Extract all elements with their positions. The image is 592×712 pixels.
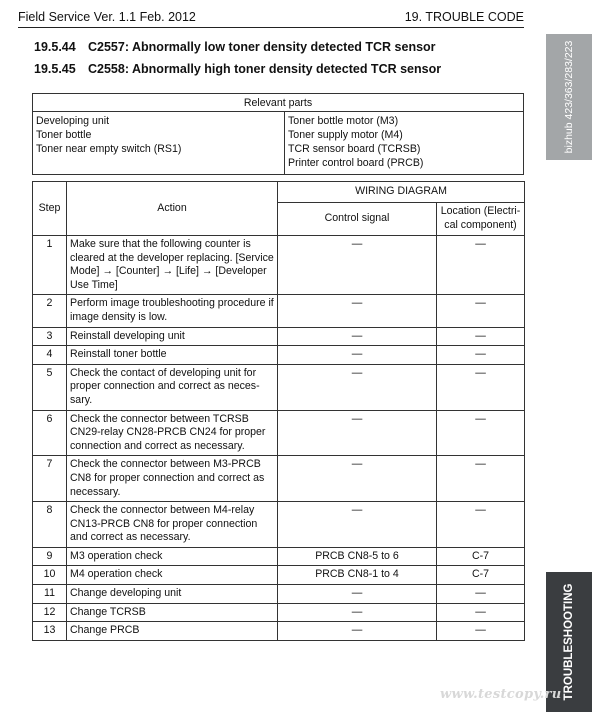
section-tab-label: TROUBLESHOOTING [563,583,575,701]
step-action: M3 operation check [67,547,278,566]
control-signal: — [278,236,437,295]
step-number: 1 [33,236,67,295]
control-signal: — [278,502,437,548]
step-action: Reinstall developing unit [67,327,278,346]
section-title: C2557: Abnormally low toner density detected TCR sensor [88,40,436,54]
step-number: 4 [33,346,67,365]
column-header-action: Action [67,182,278,236]
step-action: Check the connector between M4-relay CN13-PRCB CN8 for proper connection and correct as necessary. [67,502,278,548]
column-header-step: Step [33,182,67,236]
part-item: Developing unit [36,115,110,127]
troubleshooting-steps-table [32,181,525,641]
location: C-7 [437,547,525,566]
table-row [33,622,525,641]
step-action: Change TCRSB [67,603,278,622]
section-heading-c2557 [34,40,436,54]
control-signal: — [278,622,437,641]
location: — [437,456,525,502]
manual-version: Field Service Ver. 1.1 Feb. 2012 [18,10,196,24]
watermark: www.testcopy.ru [440,687,562,702]
part-item: Printer control board (PRCB) [288,157,424,169]
control-signal: — [278,410,437,456]
location: C-7 [437,566,525,585]
location: — [437,622,525,641]
location: — [437,327,525,346]
column-header-control-signal: Control signal [278,203,437,236]
header-divider [18,27,524,28]
step-number: 8 [33,502,67,548]
step-number: 12 [33,603,67,622]
model-name: bizhub 423/363/283/223 [563,40,575,154]
section-title: C2558: Abnormally high toner density detected TCR sensor [88,62,442,76]
control-signal: — [278,346,437,365]
control-signal: PRCB CN8-5 to 6 [278,547,437,566]
page-header [18,8,524,26]
table-row [33,236,525,295]
step-number: 10 [33,566,67,585]
table-row [33,456,525,502]
relevant-parts-table [32,93,524,175]
model-side-tab [546,34,592,160]
table-row [33,603,525,622]
part-item: TCR sensor board (TCRSB) [288,143,421,155]
step-number: 13 [33,622,67,641]
location: — [437,502,525,548]
step-action: Make sure that the following counter is cleared at the developer replacing. [Service Mode] → [Counter] → [Life] → [Developer Use Time] [67,236,278,295]
control-signal: — [278,603,437,622]
table-row [33,566,525,585]
table-row [33,547,525,566]
control-signal: — [278,295,437,327]
location: — [437,364,525,410]
part-item: Toner supply motor (M4) [288,129,403,141]
step-action: Reinstall toner bottle [67,346,278,365]
step-action: Change developing unit [67,585,278,604]
table-row [33,502,525,548]
control-signal: — [278,327,437,346]
step-action: Check the contact of developing unit for proper connection and correct as neces-sary. [67,364,278,410]
control-signal: — [278,364,437,410]
table-row [33,585,525,604]
step-number: 2 [33,295,67,327]
location: — [437,585,525,604]
part-item: Toner bottle [36,129,92,141]
relevant-parts-left [33,112,285,175]
location: — [437,295,525,327]
table-row [33,295,525,327]
location: — [437,346,525,365]
control-signal: — [278,585,437,604]
location: — [437,236,525,295]
location: — [437,603,525,622]
column-header-location: Location (Electri-cal component) [437,203,525,236]
section-number: 19.5.45 [34,62,76,76]
section-heading-c2558 [34,62,441,76]
step-action: M4 operation check [67,566,278,585]
table-row [33,364,525,410]
step-action: Perform image troubleshooting procedure if image density is low. [67,295,278,327]
step-number: 7 [33,456,67,502]
relevant-parts-right [285,112,524,175]
step-action: Change PRCB [67,622,278,641]
step-number: 9 [33,547,67,566]
step-action: Check the connector between M3-PRCB CN8 for proper connection and correct as necessary. [67,456,278,502]
part-item: Toner near empty switch (RS1) [36,143,182,155]
table-row [33,327,525,346]
table-row [33,346,525,365]
step-number: 3 [33,327,67,346]
relevant-parts-title: Relevant parts [33,94,524,112]
control-signal: PRCB CN8-1 to 4 [278,566,437,585]
location: — [437,410,525,456]
step-action: Check the connector between TCRSB CN29-relay CN28-PRCB CN24 for proper connection and correct as necessary. [67,410,278,456]
step-number: 11 [33,585,67,604]
table-row [33,410,525,456]
step-number: 5 [33,364,67,410]
control-signal: — [278,456,437,502]
step-number: 6 [33,410,67,456]
section-number: 19.5.44 [34,40,76,54]
part-item: Toner bottle motor (M3) [288,115,399,127]
column-header-wiring-diagram: WIRING DIAGRAM [278,182,525,203]
chapter-title: 19. TROUBLE CODE [404,10,524,24]
